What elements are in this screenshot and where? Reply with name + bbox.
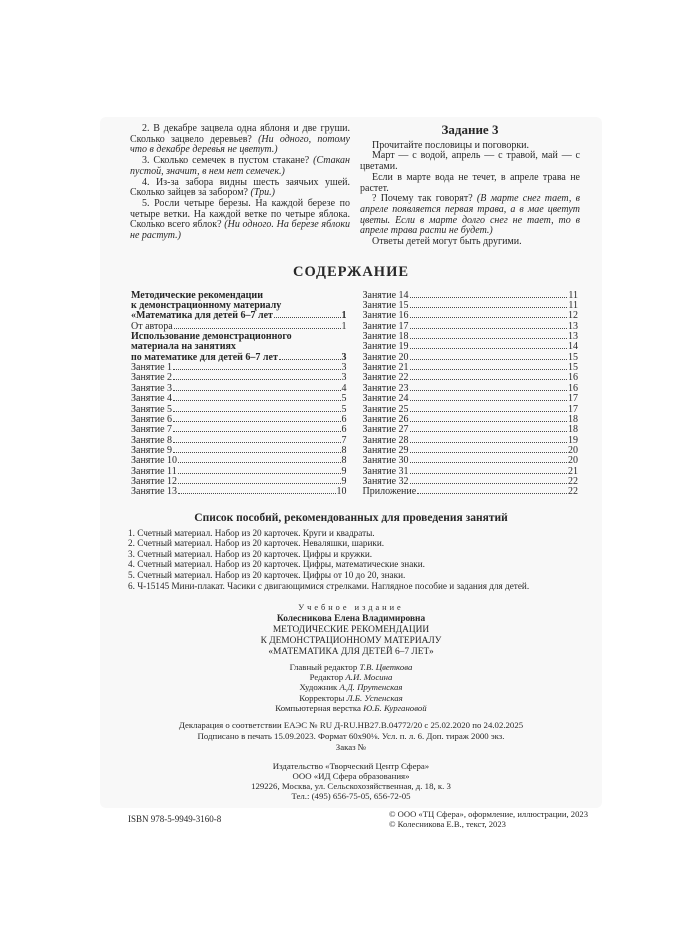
staff-role: Корректоры [299,692,347,703]
toc-entry-page: 9 [341,465,347,477]
toc-entry-label: Занятие 12 [131,475,178,487]
toc-entry-label: по математике для детей 6–7 лет [131,351,278,363]
task-item-answer: (Ни одного, потому что в декабре деревья не цветут.) [130,133,350,156]
edition-title-line: «МАТЕМАТИКА ДЛЯ ДЕТЕЙ 6–7 ЛЕТ» [268,646,434,657]
toc-entry-line: Использование демонстрационного [131,331,292,343]
toc-dot-leader [410,431,567,432]
toc-entry-label: Занятие 30 [362,455,409,467]
toc-dot-leader [410,442,567,443]
toc-dot-leader [173,369,340,370]
toc-entry-label: Приложение [362,486,417,498]
toc-entry-page: 3 [341,372,347,384]
aids-item: 6. Ч-15145 Мини-плакат. Часики с двигающимися стрелками. Наглядное пособие и задания для детей. [128,580,530,591]
toc-dot-leader [410,421,567,422]
toc-entry-page: 1 [341,310,347,322]
toc-dot-leader [410,348,567,349]
toc-entry-page: 8 [341,444,347,456]
toc-dot-leader [173,379,340,380]
toc-dot-leader [410,390,567,391]
staff-role: Компьютерная верстка [275,702,364,713]
toc-entry-label: Занятие 26 [362,413,409,425]
edition-staff-line [100,662,602,672]
toc-entry-line: Методические рекомендации [131,289,263,301]
publisher-block [100,761,602,802]
toc-dot-leader [410,473,567,474]
toc-entry-page: 11 [568,289,578,301]
copyright-line: © Колесникова Е.В., текст, 2023 [388,819,506,830]
toc-entry-label: Занятие 3 [131,382,173,394]
toc-entry-page: 4 [341,382,347,394]
toc-entry-page: 16 [568,382,578,394]
task-item-answer: (Стакан пустой, значит, в нем нет семечек.) [130,155,350,177]
toc-entry-label: Занятие 13 [131,486,178,498]
toc-entry-page: 15 [568,362,578,374]
toc-dot-leader [410,411,567,412]
publisher-line: 129226, Москва, ул. Сельскохозяйственная, д. 18, к. 3 [251,781,451,792]
task3-paragraph [360,237,580,248]
aids-item: 1. Счетный материал. Набор из 20 карточек. Круги и квадраты. [128,527,375,538]
staff-role: Редактор [309,672,346,682]
toc-dot-leader [173,400,340,401]
tasks-column [130,124,350,248]
aids-item: 4. Счетный материал. Набор из 20 карточек. Цифры, математические знаки. [128,559,425,570]
edition-staff [100,662,602,713]
edition-staff-line [100,672,602,682]
edition-title-line: К ДЕМОНСТРАЦИОННОМУ МАТЕРИАЛУ [260,635,442,646]
task-item [130,156,350,177]
toc-entry-label: Занятие 1 [131,362,173,374]
toc-dot-leader [410,307,568,308]
toc-dot-leader [173,452,340,453]
task3-paragraph [360,194,580,237]
toc-entry-label: Занятие 6 [131,413,173,425]
task3-paragraph-text: Ответы детей могут быть другими. [372,236,522,248]
toc-dot-leader [410,452,567,453]
toc-entry-label: Занятие 23 [362,382,409,394]
aids-heading: Список пособий, рекомендованных для проведения занятий [194,511,508,524]
toc-entry-page: 6 [341,413,347,425]
toc-entry-page: 8 [341,455,347,467]
toc-entry-page: 18 [568,413,578,425]
edition-block [100,603,602,713]
toc-entry-label: Занятие 22 [362,372,409,384]
toc-entry-page: 5 [341,403,347,415]
toc-entry-page: 13 [568,320,578,332]
toc-dot-leader [279,359,341,360]
task3-heading: Задание 3 [441,122,499,137]
task-item [130,124,350,156]
task3-paragraph-answer: (В марте снег тает, в апреле появляется первая трава, а в мае цветут цветы. Если в марте долго снег не тает, то в апреле трава расти не будет.) [360,193,580,237]
toc-entry-page: 15 [568,351,578,363]
toc-right-column [363,291,579,498]
toc-entry-label: Занятие 24 [362,393,409,405]
top-two-column-block [100,117,602,248]
toc-dot-leader [173,411,340,412]
toc-entry-label: Занятие 4 [131,393,173,405]
toc-entry-page: 18 [568,424,578,436]
toc-dot-leader [410,359,567,360]
toc-entry-label: Занятие 14 [362,289,409,301]
toc-entry-label: Занятие 10 [131,455,178,467]
toc-entry-page: 20 [568,455,578,467]
print-info-line: Декларация о соответствии ЕАЭС № RU Д-RU.НВ27.В.04772/20 с 25.02.2020 по 24.02.2025 [178,720,524,731]
task3-paragraph [360,151,580,172]
task3-paragraphs [360,141,580,248]
staff-role: Художник [299,682,340,693]
task3-column [360,124,580,248]
print-info [100,720,602,752]
toc-entry [363,425,579,435]
toc-left-column [131,291,347,498]
toc-dot-leader [173,442,340,443]
toc-dot-leader [178,473,341,474]
toc-dot-leader [173,390,340,391]
copyright-block [389,809,588,830]
toc-dot-leader [174,328,341,329]
edition-staff-line [100,693,602,703]
toc-dot-leader [410,462,567,463]
book-page [100,117,602,830]
toc-entry-page: 12 [568,310,578,322]
staff-name: А.Д. Прутенская [339,682,403,693]
toc-entry-label: Занятие 20 [362,351,409,363]
staff-name: Л.Б. Успенская [346,692,403,703]
staff-name: Т.В. Цветкова [359,661,413,672]
toc-entry-label: Занятие 32 [362,475,409,487]
toc-dot-leader [417,493,567,494]
toc-dot-leader [410,338,567,339]
toc-dot-leader [410,369,567,370]
toc-entry-label: Занятие 15 [362,300,409,312]
isbn: ISBN 978-5-9949-3160-8 [128,814,222,825]
toc-entry-label: Занятие 5 [131,403,173,415]
edition-staff-line [100,682,602,692]
contents-heading: СОДЕРЖАНИЕ [292,263,410,280]
toc-entry-label: Занятие 16 [362,310,409,322]
toc-entry-label: Занятие 9 [131,444,173,456]
toc-entry-label: Занятие 17 [362,320,409,332]
toc-dot-leader [178,462,340,463]
toc-entry-label: Занятие 2 [131,372,173,384]
task-item [130,199,350,242]
task3-paragraph [360,173,580,194]
toc-entry-page: 5 [341,393,347,405]
edition-staff-line [100,703,602,713]
edition-kicker: Учебное издание [298,603,404,613]
toc-entry-page: 16 [568,372,578,384]
aids-list [100,524,602,592]
toc-entry-label: Занятие 19 [362,341,409,353]
toc-dot-leader [410,400,567,401]
toc-entry-page: 6 [341,424,347,436]
toc-entry-page: 11 [568,300,578,312]
toc-dot-leader [410,317,567,318]
toc-entry-page: 22 [568,475,578,487]
toc-entry-page: 19 [568,434,578,446]
toc-entry-page: 1 [341,320,347,332]
toc-entry-label: Занятие 31 [362,465,409,477]
task-item-text: 4. Из-за забора видны шесть заячьих ушей. Сколько зайцев за забором? [130,176,350,199]
toc-dot-leader [410,483,567,484]
print-info-line: Подписано в печать 15.09.2023. Формат 60х90⅛. Усл. п. л. 6. Доп. тираж 2000 экз. [197,730,505,741]
task3-paragraph-text: Если в марте вода не течет, в апреле трава не растет. [360,171,580,194]
toc-entry-label: Занятие 7 [131,424,173,436]
toc-entry-line: материала на занятиях [131,341,236,353]
toc-dot-leader [178,483,340,484]
task-item-text: 2. В декабре зацвела одна яблоня и две груши. Сколько зацвело деревьев? [130,123,350,145]
toc-entry-label: Занятие 8 [131,434,173,446]
edition-title-line: МЕТОДИЧЕСКИЕ РЕКОМЕНДАЦИИ [272,624,430,635]
toc-entry [131,487,347,497]
publisher-line: Издательство «Творческий Центр Сфера» [272,760,430,771]
toc-entry-page: 7 [341,434,347,446]
task-item-text: 3. Сколько семечек в пустом стакане? [142,155,314,167]
publisher-line: ООО «ИД Сфера образования» [292,770,410,781]
toc-entry-page: 20 [568,444,578,456]
toc-dot-leader [173,421,340,422]
toc-entry-label: «Математика для детей 6–7 лет [131,310,273,322]
copyright-line: © ООО «ТЦ Сфера», оформление, иллюстрации, 2023 [388,808,588,819]
task-item-answer: (Ни одного. На березе яблоки не растут.) [130,219,351,242]
toc-entry [363,394,579,404]
edition-author: Колесникова Елена Владимировна [276,614,426,625]
toc-entry-page: 10 [336,486,347,498]
toc-entry [131,425,347,435]
aids-item: 2. Счетный материал. Набор из 20 карточек. Неваляшки, шарики. [128,538,385,549]
toc-entry-label: Занятие 27 [362,424,409,436]
print-info-line: Заказ № [335,741,367,752]
toc-entry-line: к демонстрационному материалу [131,300,282,312]
toc-entry-label: Занятие 25 [362,403,409,415]
toc-entry [131,394,347,404]
toc-entry-page: 21 [568,465,578,477]
toc-entry-page: 13 [568,331,578,343]
aids-item: 5. Счетный материал. Набор из 20 карточек. Цифры от 10 до 20, знаки. [128,569,406,580]
task-item [130,178,350,199]
toc-entry-page: 14 [568,341,578,353]
toc-entry [363,487,579,497]
toc-entry-page: 3 [341,351,347,363]
publisher-line: Тел.: (495) 656-75-05, 656-72-05 [291,791,411,802]
toc-entry-page: 17 [568,403,578,415]
toc-entry-page: 3 [341,362,347,374]
toc-dot-leader [410,297,568,298]
toc-dot-leader [410,328,567,329]
toc-entry-page: 17 [568,393,578,405]
toc-dot-leader [274,317,341,318]
task3-paragraph-text: Прочитайте пословицы и поговорки. [372,139,530,151]
toc-entry-label: Занятие 29 [362,444,409,456]
toc-entry-label: Занятие 18 [362,331,409,343]
toc-entry-label: Занятие 21 [362,362,409,374]
toc-entry-label: От автора [131,320,173,332]
footer [100,802,602,830]
toc-dot-leader [173,431,340,432]
toc-entry-label: Занятие 28 [362,434,409,446]
task3-paragraph-text: Март — с водой, апрель — с травой, май — с цветами. [360,150,580,173]
staff-name: Ю.Б. Кургановой [363,702,427,713]
aids-item: 3. Счетный материал. Набор из 20 карточек. Цифры и кружки. [128,548,373,559]
staff-role: Главный редактор [289,661,360,672]
task-item-answer: (Три.) [250,187,275,199]
table-of-contents [100,281,602,498]
edition-title [100,625,602,658]
toc-dot-leader [178,493,335,494]
toc-entry-page: 22 [568,486,578,498]
staff-name: А.И. Мосина [345,672,393,682]
task-item-text: 5. Росли четыре березы. На каждой березе по четыре ветки. На каждой ветке по четыре яблока. Сколько всего яблок? [130,197,350,231]
toc-entry-label: Занятие 11 [131,465,177,477]
toc-entry-page: 9 [341,475,347,487]
toc-dot-leader [410,379,567,380]
task3-paragraph-text: ? Почему так говорят? [372,193,477,205]
